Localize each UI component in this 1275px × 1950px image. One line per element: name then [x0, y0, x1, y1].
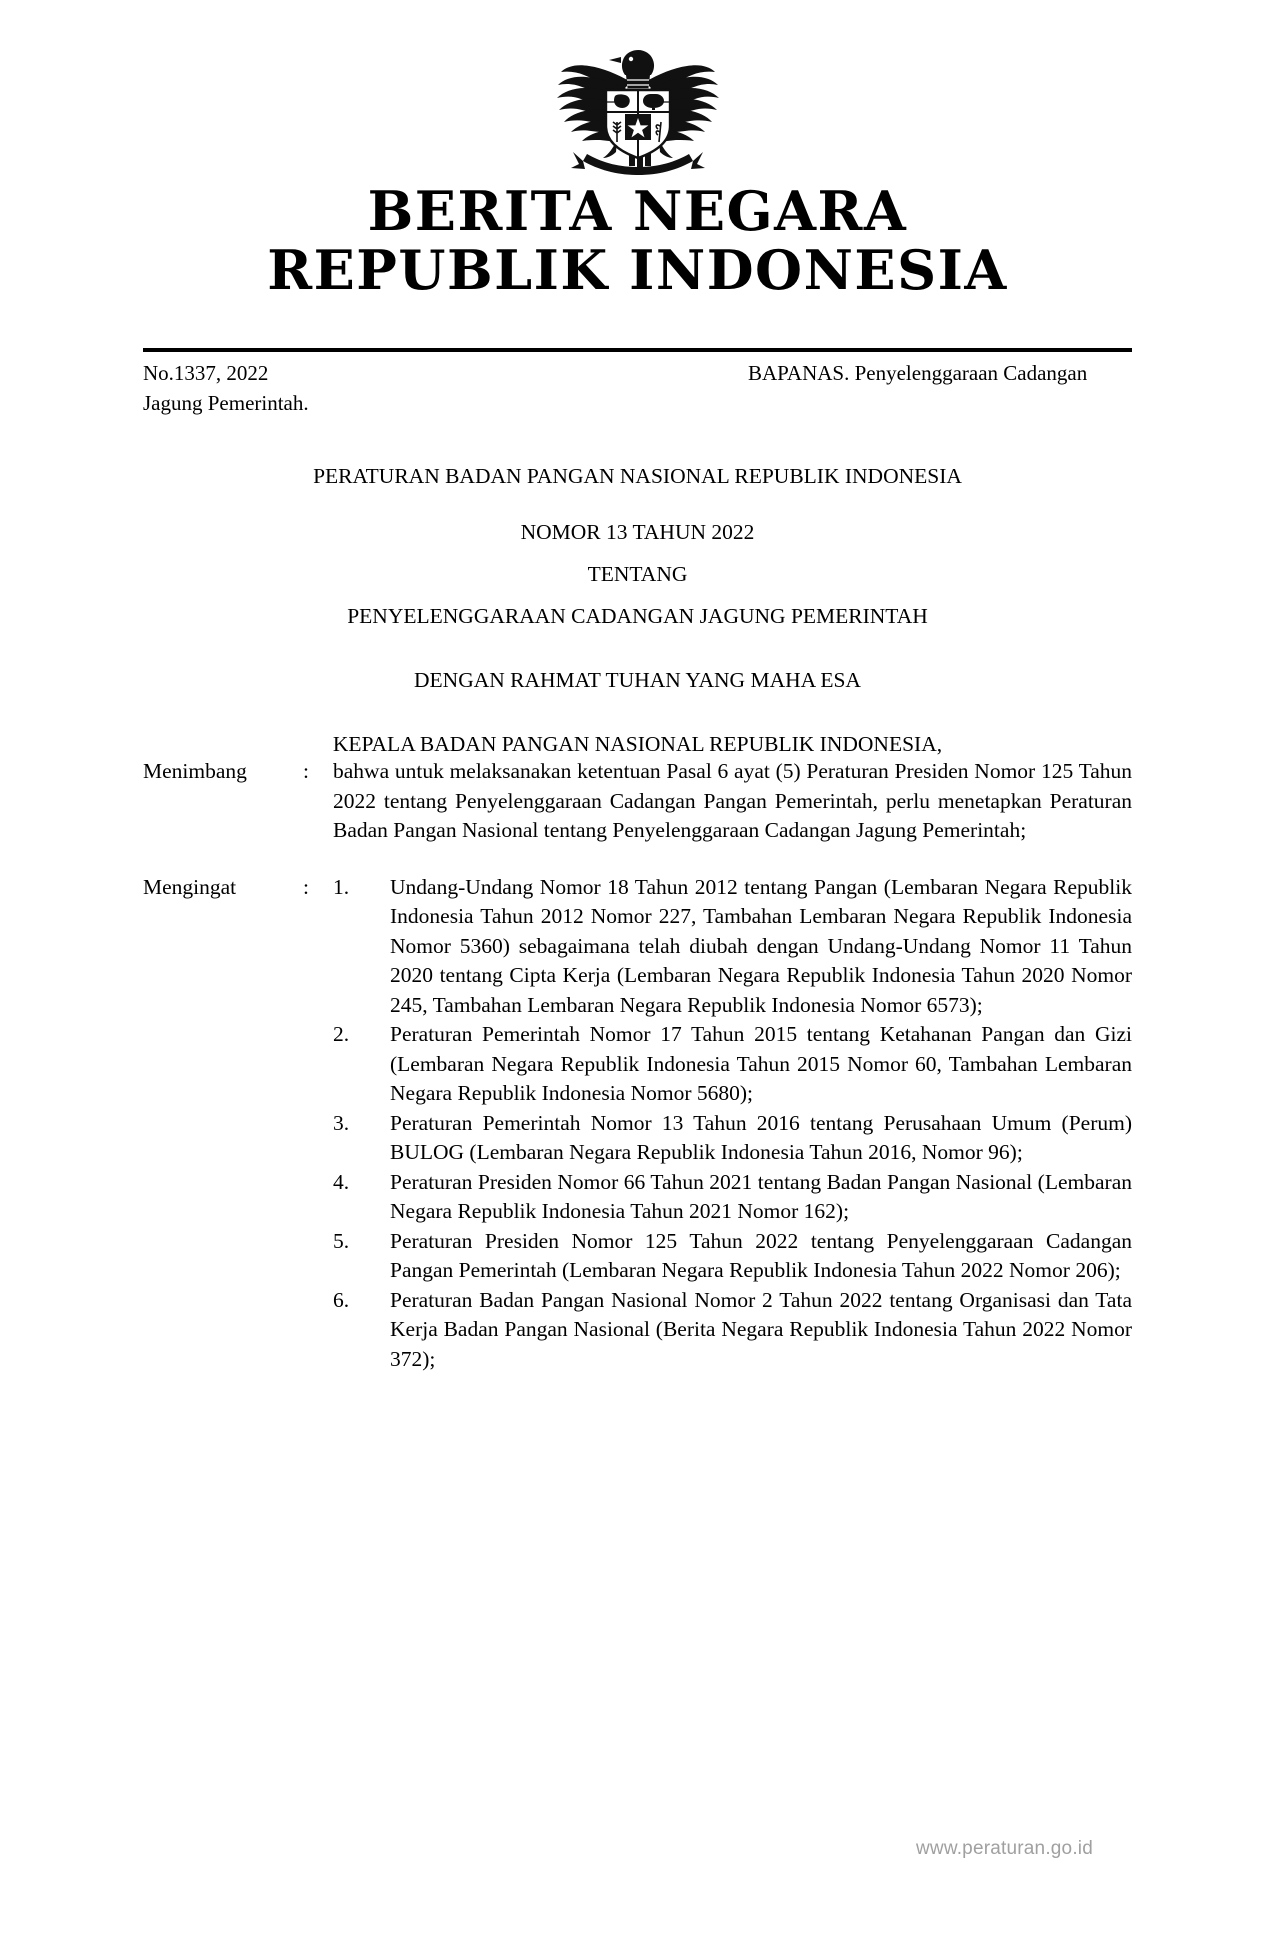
gazette-subject: BAPANAS. Penyelenggaraan Cadangan Jagung Pemerintah.: [143, 361, 1088, 415]
list-item-text: Peraturan Presiden Nomor 66 Tahun 2021 tentang Badan Pangan Nasional (Lembaran Negara Republik Indonesia Tahun 2021 Nomor 162);: [390, 1169, 1132, 1223]
list-item-number: 1.: [333, 874, 350, 899]
list-item-number: 6.: [333, 1287, 350, 1312]
list-item-text: Undang-Undang Nomor 18 Tahun 2012 tentang Pangan (Lembaran Negara Republik Indonesia Tahun 2012 Nomor 227, Tambahan Lembaran Negara Republik Indonesia Nomor 5360) sebagaimana telah diubah dengan Undang-Undang Nomor 11 Tahun 2020 tentang Cipta Kerja (Lembaran Negara Republik Indonesia Tahun 2020 Nomor 245, Tambahan Lembaran Negara Republik Indonesia Nomor 6573);: [390, 874, 1132, 1017]
title-about-label: TENTANG: [587, 562, 688, 586]
clause-mengingat-body: [333, 873, 1132, 1375]
gazette-number: No.1337, 2022: [143, 361, 269, 385]
title-blessing: DENGAN RAHMAT TUHAN YANG MAHA ESA: [414, 668, 861, 692]
list-item-text: Peraturan Pemerintah Nomor 13 Tahun 2016 tentang Perusahaan Umum (Perum) BULOG (Lembaran Negara Republik Indonesia Tahun 2016, Nomor 96);: [390, 1110, 1132, 1164]
masthead-line-2: REPUBLIK INDONESIA: [267, 238, 1008, 302]
regulation-title-block: [143, 455, 1132, 765]
masthead-title: [0, 179, 1275, 302]
garuda-pancasila-emblem: [543, 30, 733, 178]
clause-menimbang-text: bahwa untuk melaksanakan ketentuan Pasal 6 ayat (5) Peraturan Presiden Nomor 125 Tahun 2022 tentang Penyelenggaraan Cadangan Pangan Pemerintah, perlu menetapkan Peraturan Badan Pangan Nasional tentang Penyelenggaraan Cadangan Jagung Pemerintah;: [333, 759, 1132, 842]
list-item: [333, 1020, 1132, 1109]
list-item: [333, 1286, 1132, 1375]
clause-mengingat-label: Mengingat: [143, 874, 237, 899]
clause-mengingat: [143, 873, 1132, 1375]
list-item-text: Peraturan Badan Pangan Nasional Nomor 2 Tahun 2022 tentang Organisasi dan Tata Kerja Badan Pangan Nasional (Berita Negara Republik Indonesia Tahun 2022 Nomor 372);: [390, 1287, 1132, 1371]
list-item: [333, 1168, 1132, 1227]
list-item-number: 5.: [333, 1228, 350, 1253]
clauses-section: [143, 757, 1132, 1374]
list-item: [333, 1109, 1132, 1168]
clause-menimbang-label: Menimbang: [143, 759, 247, 783]
title-number: NOMOR 13 TAHUN 2022: [520, 520, 755, 544]
clause-menimbang-colon: :: [303, 759, 309, 783]
list-item-text: Peraturan Pemerintah Nomor 17 Tahun 2015 tentang Ketahanan Pangan dan Gizi (Lembaran Negara Republik Indonesia Tahun 2015 Nomor 60, Tambahan Lembaran Negara Republik Indonesia Nomor 5680);: [390, 1022, 1132, 1105]
mengingat-list: [333, 873, 1132, 1375]
reference-line: [143, 358, 1132, 418]
list-item-number: 2.: [333, 1022, 350, 1046]
footer-watermark: www.peraturan.go.id: [915, 1838, 1093, 1859]
list-item: [333, 1227, 1132, 1286]
list-item: [333, 873, 1132, 1021]
title-signatory: KEPALA BADAN PANGAN NASIONAL REPUBLIK INDONESIA,: [332, 732, 943, 756]
clause-mengingat-colon: :: [303, 874, 309, 899]
title-subject: PENYELENGGARAAN CADANGAN JAGUNG PEMERINTAH: [347, 604, 928, 628]
clause-menimbang-body: [333, 757, 1132, 846]
masthead-divider: [143, 348, 1132, 352]
emblem-container: [0, 30, 1275, 178]
list-item-number: 4.: [333, 1169, 350, 1194]
list-item-number: 3.: [333, 1110, 350, 1135]
title-authority: PERATURAN BADAN PANGAN NASIONAL REPUBLIK INDONESIA: [313, 464, 962, 488]
masthead-line-1: BERITA NEGARA: [367, 179, 908, 243]
clause-menimbang: [143, 757, 1132, 846]
list-item-text: Peraturan Presiden Nomor 125 Tahun 2022 tentang Penyelenggaraan Cadangan Pangan Pemerintah (Lembaran Negara Republik Indonesia Tahun 2022 Nomor 206);: [390, 1228, 1132, 1282]
